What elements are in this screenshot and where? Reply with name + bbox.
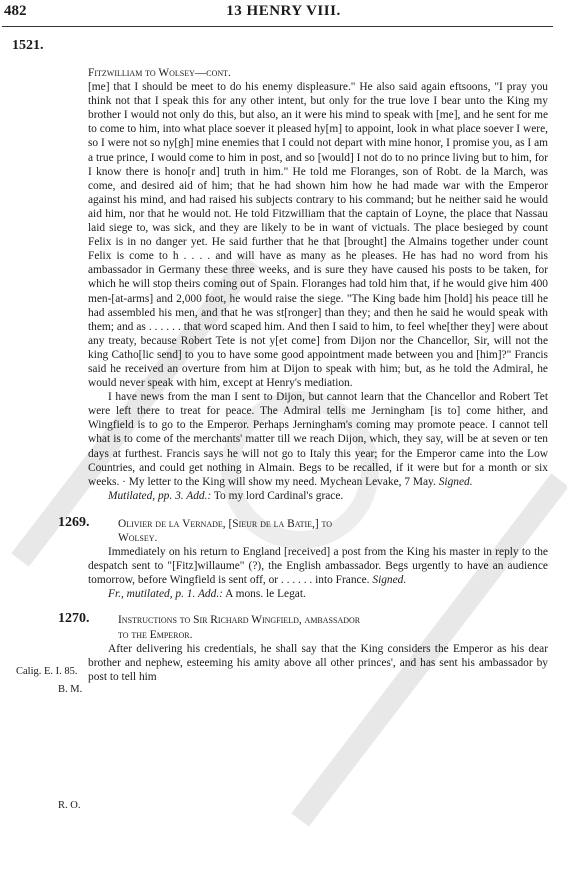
- note-address: A mons. le Legat.: [222, 588, 306, 601]
- entry-body-text: Immediately on his return to England [received] a post from the King his master in reply to the despatch sent to "[Fitz]willaume" (?), the English ambassador. Begs urgently to have an audience tomorrow, before Wingfield is sent off, or . . . . . . into France.: [88, 546, 548, 587]
- note-address: To my lord Cardinal's grace.: [211, 489, 344, 502]
- entry-1270-heading: [58, 611, 548, 641]
- margin-reference-calig: Calig. E. I. 85.: [16, 666, 78, 677]
- entry-title-line-2: to the Emperor.: [118, 628, 193, 641]
- section-heading: Fitzwilliam to Wolsey—cont.: [88, 67, 231, 79]
- entry-1270: [58, 611, 548, 683]
- entry-title-line-1: Instructions to Sir Richard Wingfield, ambassador: [118, 614, 361, 627]
- entry-number: 1270.: [58, 611, 90, 627]
- entry-number: 1269.: [58, 514, 90, 530]
- entry-title-line-1: Olivier de la Vernade, [Sieur de la Batie,] to: [118, 517, 333, 530]
- letter-note: [88, 489, 548, 503]
- note-italic: Mutilated, pp. 3. Add.:: [108, 489, 212, 502]
- page-header: [0, 0, 567, 26]
- margin-reference-bm: B. M.: [58, 684, 83, 695]
- year-label: 1521.: [12, 38, 44, 53]
- header-rule: [2, 26, 553, 27]
- signed-label: Signed.: [372, 574, 407, 587]
- signed-label: Signed.: [438, 475, 473, 488]
- entry-1269-body: [88, 545, 548, 587]
- page-number: 482: [4, 3, 27, 19]
- margin-reference-ro: R. O.: [58, 800, 81, 811]
- running-title: 13 HENRY VIII.: [226, 3, 341, 19]
- paragraph-2-text: I have news from the man I sent to Dijon, but cannot learn that the Chancellor and Robert Tet were left there to treat for peace. The Admiral tells me Jerningham [is to] come hither, and Wingfield is to go to the Emperor. Perhaps Jerningham's coming may promote peace. I cannot tell what is to come of the merchants' matter till we reach Dijon, which, they say, will be at seven or ten days at furthest. Francis says he will not go to Italy this year; for the Emperor came into the Low Countries, and could get nothing in Almain. Begs to be recalled, if it were but for a month or six weeks. · My letter to the King will show my need. Mychean Levake, 7 May.: [88, 391, 548, 488]
- note-italic: Fr., mutilated, p. 1. Add.:: [108, 588, 223, 601]
- entry-1269: [58, 514, 548, 602]
- main-content: [58, 66, 548, 684]
- letter-paragraph-1: [me] that I should be meet to do his enemy displeasure." He also said again eftsoons, "I pray you think not that I speak this for any other intent, but only for the true love I bear unto the King my brother I would not only do this, but also, an it were his mind to speak with [me], and he sent for me to come to him, into what place soever it pleased hy[m] to appoint, look in what place soever I were, so I were not so ny[gh] mine enemies that I could not depart with mine honor, I promise you, as I am a true prince, I would come to him in post, and so [would] I not do to no prince living but to him, for I know there is hono[r and] truth in him." He told me Floranges, son of Robt. de la March, was come, and desired aid of him; that he had shown him how he had made war with the Emperor against his mind, and had raised his subjects contrary to his command; but he neither said he would aid him, nor that he would not. He told Fitzwilliam that the captain of Loyne, the place that Nassau laid siege to, was sick, and they are likely to be in want of victuals. The place besieged by count Felix is in no danger yet. He said further that he that [brought] the Almains together under count Felix is come to h . . . . and will have as many as he pleases. He has had no word from his ambassador in Germany these three weeks, and is sure they have caused his posts to be taken, for which he will stop theirs coming out of Spain. Floranges had told him that, if he would give him 400 men-[at-arms] and 2,000 foot, he would raise the siege. "The King bade him [hold] his peace till he had assembled his men, and that he was st[ronger] than they; and then he said he would speak with them; and as . . . . . . that word scaped him. And then I said to him, to feel whe[ther they] were about any treaty, because Robert Tete is not y[et come] from Dijon nor the Chancellor, Sir, will not the king Catho[lic send] to you to have some good appointment made between you and [him]?" Francis said he received an overture from him at Dijon to speak with him; but, as he told the Admiral, he would never speak with him, except at Henry's mediation.: [88, 81, 548, 390]
- entry-title-line-2: Wolsey.: [118, 532, 158, 544]
- entry-1269-heading: [58, 514, 548, 545]
- letter-paragraph-2: [88, 390, 548, 489]
- entry-1270-body: After delivering his credentials, he shall say that the King considers the Emperor as his dear brother and nephew, esteeming his amity above all other princes', and has sent his ambassador by post to tell him: [88, 642, 548, 683]
- entry-1269-note: [88, 587, 548, 601]
